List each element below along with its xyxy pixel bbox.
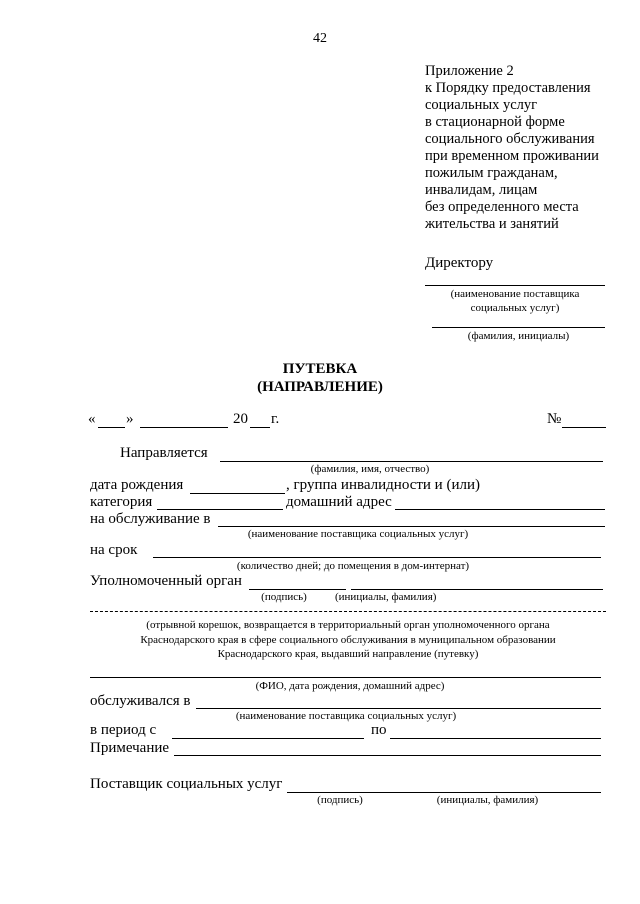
period-from-label: в период с	[90, 722, 157, 738]
provider-signature-caption: (подпись)	[317, 794, 363, 806]
provider-sign-field[interactable]	[287, 792, 601, 793]
appendix-block	[425, 63, 599, 233]
tear-off-line	[90, 611, 606, 612]
appendix-line: инвалидам, лицам	[425, 182, 538, 198]
served-at-label: обслуживался в	[90, 693, 191, 709]
stub-fio-caption: (ФИО, дата рождения, домашний адрес)	[255, 680, 445, 692]
home-address-label: домашний адрес	[286, 494, 392, 510]
quote-close: »	[126, 411, 134, 427]
stub-caption-3: Краснодарского края, выдавший направление (путевку)	[217, 648, 479, 660]
appendix-line: социальных услуг	[425, 97, 538, 113]
service-provider-caption: (наименование поставщика социальных услуг)	[247, 528, 469, 540]
day-field[interactable]	[98, 427, 125, 428]
term-field[interactable]	[153, 557, 601, 558]
appendix-line: Приложение 2	[425, 63, 514, 79]
director-name-field[interactable]	[432, 327, 605, 328]
provider-label: Поставщик социальных услуг	[90, 776, 283, 792]
fullname-field[interactable]	[220, 461, 603, 462]
fullname-caption: (фамилия, имя, отчество)	[310, 463, 430, 475]
period-to-label: по	[371, 722, 387, 738]
appendix-line: в стационарной форме	[425, 114, 565, 130]
service-at-label: на обслуживание в	[90, 511, 211, 527]
year-prefix: 20	[233, 411, 248, 427]
note-field[interactable]	[174, 755, 601, 756]
document-title: ПУТЕВКА	[282, 361, 358, 377]
birth-date-label: дата рождения	[90, 477, 184, 493]
birth-date-field[interactable]	[190, 493, 285, 494]
category-field[interactable]	[157, 509, 283, 510]
directed-label: Направляется	[120, 445, 208, 461]
authority-label: Уполномоченный орган	[90, 573, 242, 589]
authority-initials-field[interactable]	[351, 589, 603, 590]
authority-initials-caption: (инициалы, фамилия)	[335, 591, 437, 603]
authority-signature-field[interactable]	[249, 589, 346, 590]
appendix-line: при временном проживании	[425, 148, 599, 164]
provider-caption-1: (наименование поставщика	[450, 288, 580, 300]
stub-caption-2: Краснодарского края в сфере социального обслуживания в муниципальном образовании	[140, 634, 556, 646]
year-field[interactable]	[250, 427, 270, 428]
appendix-line: жительства и занятий	[425, 216, 559, 232]
stub-caption-1: (отрывной корешок, возвращается в территориальный орган уполномоченного органа	[146, 619, 550, 631]
quote-open: «	[88, 411, 96, 427]
provider-caption-2: социальных услуг)	[470, 302, 560, 314]
note-label: Примечание	[90, 740, 170, 756]
year-suffix: г.	[271, 411, 280, 427]
provider-initials-caption: (инициалы, фамилия)	[436, 794, 539, 806]
category-label: категория	[90, 494, 153, 510]
period-to-field[interactable]	[390, 738, 601, 739]
number-field[interactable]	[562, 427, 606, 428]
appendix-line: социального обслуживания	[425, 131, 595, 147]
served-at-caption: (наименование поставщика социальных услуг)	[235, 710, 457, 722]
service-provider-field[interactable]	[218, 526, 605, 527]
home-address-field[interactable]	[395, 509, 605, 510]
served-at-field[interactable]	[196, 708, 601, 709]
disability-group-label: , группа инвалидности и (или)	[286, 477, 480, 493]
authority-signature-caption: (подпись)	[261, 591, 307, 603]
provider-name-field[interactable]	[425, 285, 605, 286]
page-number: 42	[313, 31, 327, 46]
appendix-line: к Порядку предоставления	[425, 80, 591, 96]
stub-fio-field[interactable]	[90, 677, 601, 678]
appendix-line: пожилым гражданам,	[425, 165, 558, 181]
term-label: на срок	[90, 542, 138, 558]
month-field[interactable]	[140, 427, 228, 428]
term-caption: (количество дней; до помещения в дом-интернат)	[236, 560, 470, 572]
appendix-line: без определенного места	[425, 199, 579, 215]
period-from-field[interactable]	[172, 738, 364, 739]
document-subtitle: (НАПРАВЛЕНИЕ)	[257, 379, 383, 395]
number-sign: №	[547, 411, 562, 427]
director-name-caption: (фамилия, инициалы)	[467, 330, 570, 342]
addressee-to: Директору	[425, 255, 494, 271]
